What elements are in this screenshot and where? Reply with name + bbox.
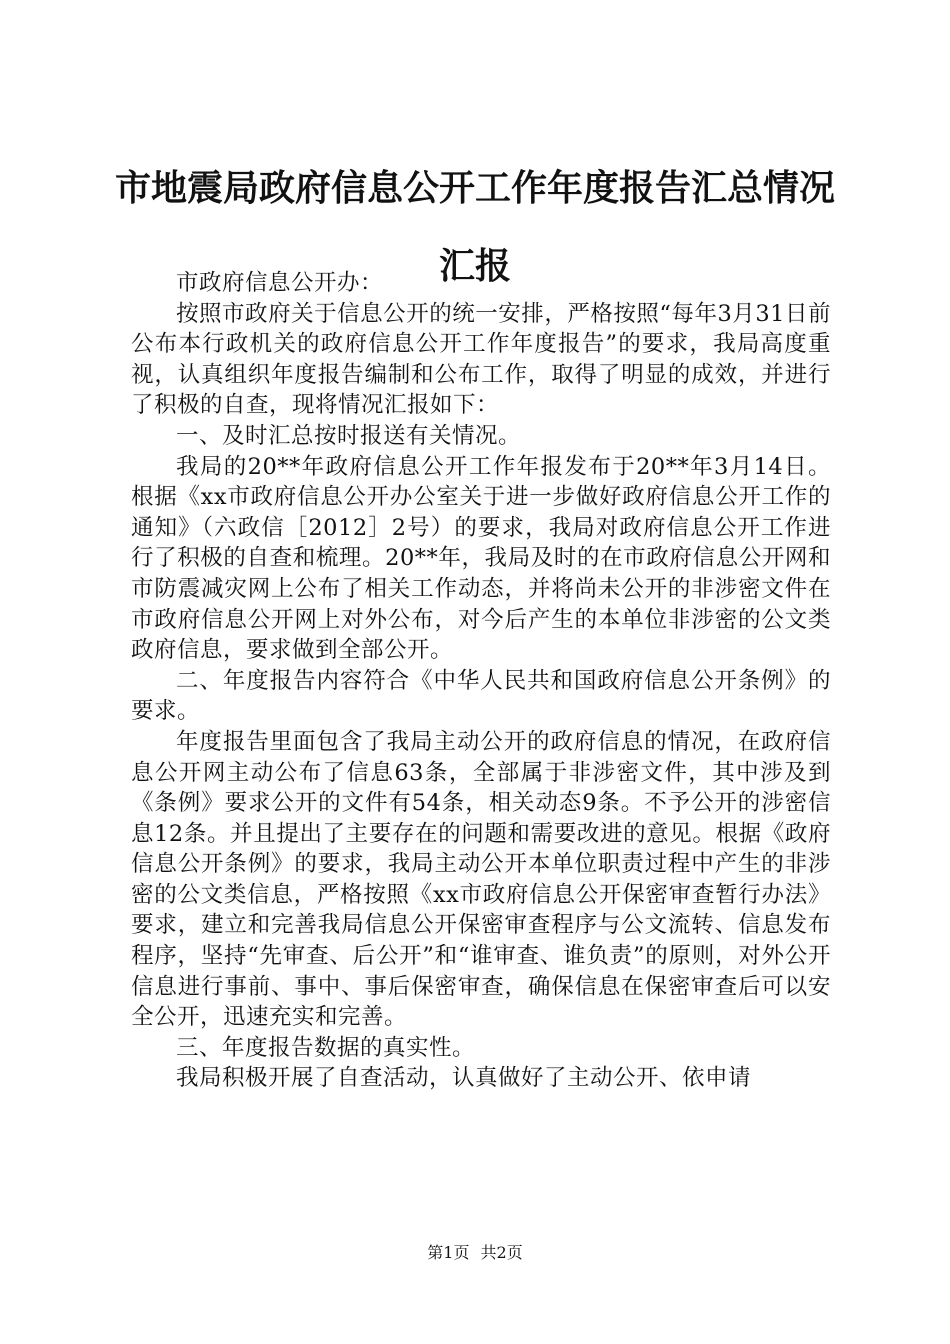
section-paragraph-2: 年度报告里面包含了我局主动公开的政府信息的情况，在政府信息公开网主动公布了信息63条，全部属于非涉密文件，其中涉及到《条例》要求公开的文件有54条，相关动态9条。不予公开的涉密信息12条。并且提出了主要存在的问题和需要改进的意见。根据《政府信息公开条例》的要求，我局主动公开本单位职责过程中产生的非涉密的公文类信息，严格按照《xx市政府信息公开保密审查暂行办法》要求，建立和完善我局信息公开保密审查程序与公文流转、信息发布程序，坚持“先审查、后公开”和“谁审查、谁负责”的原则，对外公开信息进行事前、事中、事后保密审查，确保信息在保密审查后可以安全公开，迅速充实和完善。 [131,728,831,1031]
section-paragraph-3: 我局积极开展了自查活动，认真做好了主动公开、依申请 [176,1065,752,1092]
salutation: 市政府信息公开办： [176,270,384,296]
section-heading-2: 二、年度报告内容符合《中华人民共和国政府信息公开条例》的要求。 [131,667,831,725]
page-number: 第1页 [427,1243,470,1262]
section-heading-1: 一、及时汇总按时报送有关情况。 [176,422,522,449]
intro-paragraph: 按照市政府关于信息公开的统一安排，严格按照“每年3月31日前公布本行政机关的政府信息公开工作年度报告”的要求，我局高度重视，认真组织年度报告编制和公布工作，取得了明显的成效，并进行了积极的自查，现将情况汇报如下： [131,300,831,419]
document-body [131,268,831,1094]
page-footer [0,1242,950,1264]
page-total: 共2页 [480,1243,523,1262]
section-heading-3: 三、年度报告数据的真实性。 [176,1034,476,1061]
section-paragraph-1: 我局的20**年政府信息公开工作年报发布于20**年3月14日。根据《xx市政府信息公开办公室关于进一步做好政府信息公开工作的通知》（六政信［2012］2号）的要求，我局对政府信息公开工作进行了积极的自查和梳理。20**年，我局及时的在市政府信息公开网和市防震减灾网上公布了相关工作动态，并将尚未公开的非涉密文件在市政府信息公开网上对外公布，对今后产生的本单位非涉密的公文类政府信息，要求做到全部公开。 [131,453,831,664]
document-title: 市地震局政府信息公开工作年度报告汇总情况汇报 [114,168,835,287]
